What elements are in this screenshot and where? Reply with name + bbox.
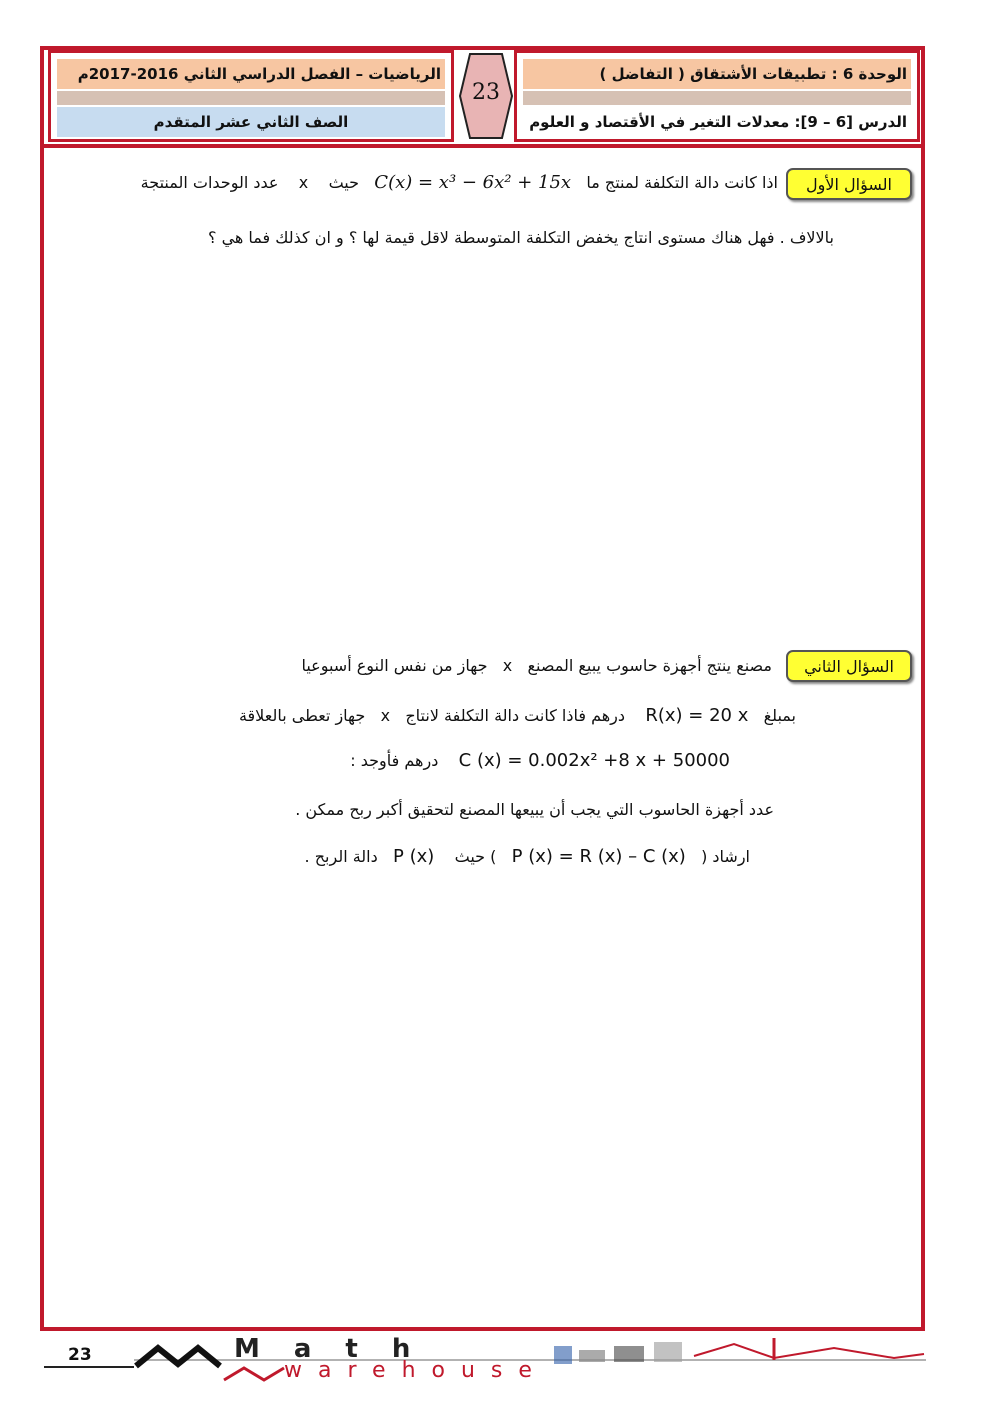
page-badge bbox=[458, 50, 514, 142]
q2-cost: C (x) = 0.002x² +8 x + 50000 bbox=[458, 750, 730, 771]
grade-title: الصف الثاني عشر المتقدم bbox=[57, 107, 445, 137]
q2-line3-suffix: درهم فأوجد : bbox=[350, 751, 439, 770]
header-subject-box bbox=[48, 50, 454, 142]
q1-prefix: اذا كانت دالة التكلفة لمنتج ما bbox=[586, 173, 778, 192]
question-2-line-4: عدد أجهزة الحاسوب التي يجب أن يبيعها المصنع لتحقيق أكبر ربح ممكن . bbox=[295, 800, 774, 819]
subject-title: الرياضيات – الفصل الدراسي الثاني 2016-2017م bbox=[57, 59, 445, 89]
question-1-line-2: بالالاف . فهل هناك مستوى انتاج يخفض التكلفة المتوسطة لاقل قيمة لها ؟ و ان كذلك فما هي ؟ bbox=[207, 228, 834, 247]
footer-logo bbox=[134, 1336, 926, 1386]
q2-line2-mid: درهم فاذا كانت دالة التكلفة لانتاج bbox=[405, 706, 626, 725]
question-2-line-3 bbox=[290, 750, 730, 771]
unit-title: الوحدة 6 : تطبيقات الأشتقاق ( التفاضل ) bbox=[523, 59, 911, 89]
q2-var-1: x bbox=[502, 656, 513, 675]
q1-where: حيث bbox=[328, 173, 360, 192]
q1-suffix: عدد الوحدات المنتجة bbox=[140, 173, 279, 192]
q2-line1-prefix: مصنع ينتج أجهزة حاسوب يبيع المصنع bbox=[527, 656, 772, 675]
question-2-label: السؤال الثاني bbox=[786, 650, 912, 682]
logo-word-top: Math bbox=[234, 1334, 445, 1364]
q2-line2-suffix: جهاز تعطى بالعلاقة bbox=[238, 706, 366, 725]
question-2-hint bbox=[200, 846, 750, 867]
q2-var-2: x bbox=[380, 706, 391, 725]
q2-revenue: R(x) = 20 x bbox=[645, 705, 749, 726]
q2-hint-mid: ) حيث bbox=[454, 847, 497, 866]
unit-spacer bbox=[523, 91, 911, 105]
q1-var: x bbox=[298, 173, 309, 192]
q2-line2-prefix: بمبلغ bbox=[763, 706, 796, 725]
question-1-line-1 bbox=[108, 172, 778, 193]
header-divider bbox=[40, 144, 925, 148]
subject-spacer bbox=[57, 91, 445, 105]
q2-line1-suffix: جهاز من نفس النوع أسبوعيا bbox=[301, 656, 488, 675]
page-badge-number: 23 bbox=[472, 80, 500, 105]
lesson-title: الدرس [6 – 9]: معدلات التغير في الأقتصاد و العلوم bbox=[523, 107, 911, 137]
question-1-label: السؤال الأول bbox=[786, 168, 912, 200]
header-lesson-box bbox=[514, 50, 920, 142]
question-2-line-2 bbox=[170, 705, 796, 726]
q2-hint-prefix: ارشاد ( bbox=[701, 847, 750, 866]
q2-profit-symbol: P (x) bbox=[393, 846, 435, 867]
footer-underline bbox=[44, 1366, 134, 1368]
logo-word-bottom: warehouse bbox=[284, 1358, 548, 1383]
footer-page-number: 23 bbox=[68, 1345, 92, 1365]
q2-profit-equation: P (x) = R (x) – C (x) bbox=[511, 846, 686, 867]
q2-hint-suffix: دالة الربح . bbox=[304, 847, 378, 866]
q1-formula: C(x) = x³ − 6x² + 15x bbox=[374, 172, 572, 193]
question-2-line-1 bbox=[200, 656, 772, 675]
